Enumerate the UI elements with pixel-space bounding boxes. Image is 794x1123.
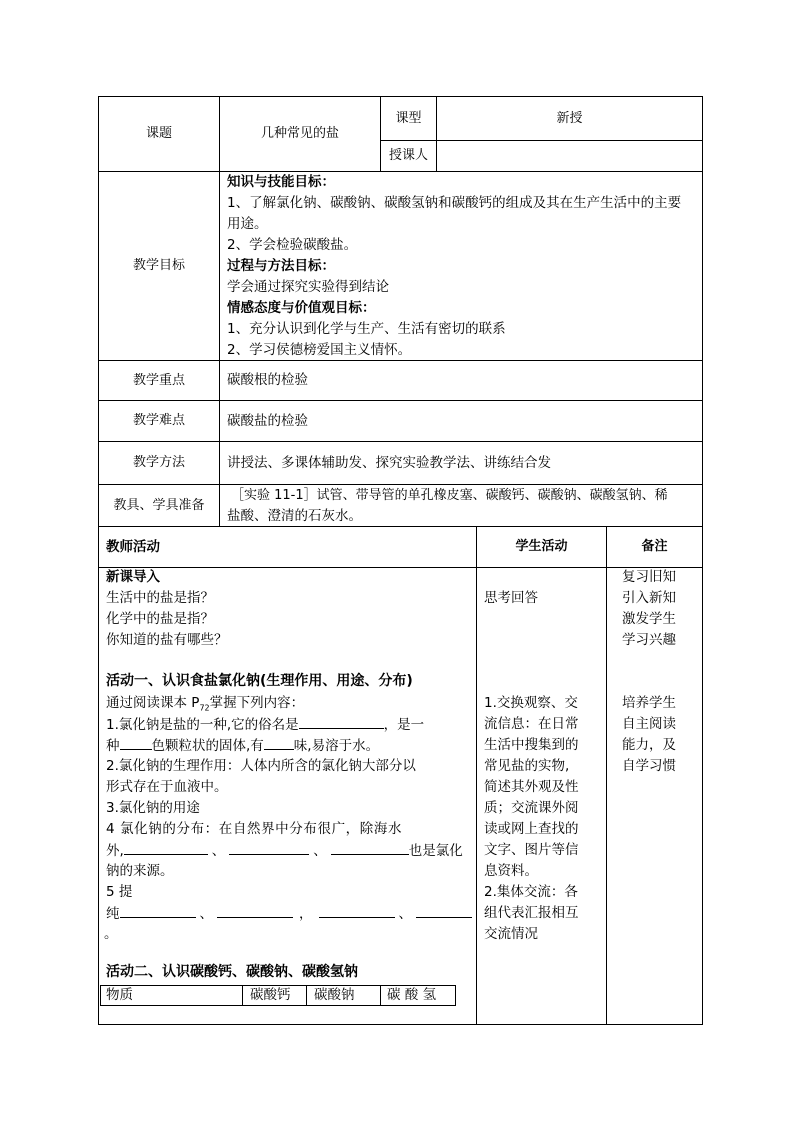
activity-1-title: 活动一、认识食盐氯化钠(生理作用、用途、分布): [106, 673, 413, 689]
student-line: 息资料。: [484, 863, 538, 879]
student-line: 质；交流课外阅: [484, 800, 579, 816]
answer-blank[interactable]: [120, 735, 152, 750]
student-line: 1.交换观察、交: [484, 695, 578, 711]
activity-1-reading: 通过阅读课本 $P_{72}$掌握下列内容：: [106, 695, 305, 713]
knowledge-item-1: 1、了解氯化钠、碳酸钠、碳酸氢钠和碳酸钙的组成及其在生产生活中的主要: [227, 195, 682, 211]
activity-1-q3: 3.氯化钠的用途: [106, 800, 200, 816]
student-line: 常见盐的实物,: [484, 758, 570, 774]
student-line: 流信息：在日常: [484, 716, 579, 732]
answer-blank[interactable]: [331, 840, 409, 855]
activity-1-q5: 5 提: [106, 884, 133, 900]
substance-header-calcium-carbonate: 碳酸钙: [250, 987, 291, 1003]
student-line: 文字、图片等信: [484, 842, 579, 858]
activity-1-q1-cont: 种 色颗粒状的固体,有 味,易溶于水。: [106, 735, 379, 757]
student-line: 简述其外观及性: [484, 779, 579, 795]
method-label: 教学方法: [132, 455, 185, 471]
teacher-activity-header: 教师活动: [106, 539, 160, 555]
note-line: 自学习惯: [622, 758, 676, 774]
substance-header-sodium-carbonate: 碳酸钠: [314, 987, 355, 1003]
note-line: 自主阅读: [622, 716, 676, 732]
student-line: 交流情况: [484, 926, 538, 942]
answer-blank[interactable]: [416, 903, 472, 918]
activity-1-q4-end: 钠的来源。: [106, 863, 174, 879]
difficulty-value: 碳酸盐的检验: [227, 413, 308, 429]
answer-blank[interactable]: [299, 714, 384, 729]
student-line: 组代表汇报相互: [484, 905, 579, 921]
answer-blank[interactable]: [124, 840, 208, 855]
intro-question-1: 生活中的盐是指？: [106, 590, 214, 606]
answer-blank[interactable]: [217, 903, 293, 918]
substance-header-sodium-bicarbonate: 碳 酸 氢: [387, 987, 437, 1003]
note-line: 能力，及: [622, 737, 676, 753]
emotion-item-1: 1、充分认识到化学与生产、生活有密切的联系: [227, 321, 506, 337]
tools-line-1: ［实验 11-1］试管、带导管的单孔橡皮塞、碳酸钙、碳酸钠、碳酸氢钠、稀: [231, 488, 668, 503]
tools-line-2: 盐酸、澄清的石灰水。: [227, 508, 362, 524]
knowledge-item-1-cont: 用途。: [227, 216, 268, 232]
topic-value: 几种常见的盐: [260, 126, 339, 142]
method-value: 讲授法、多课体辅助发、探究实验教学法、讲练结合发: [227, 455, 551, 471]
activity-1-q1: 1.氯化钠是盐的一种,它的俗名是 ，是一: [106, 714, 424, 736]
difficulty-label: 教学难点: [132, 413, 185, 429]
lesson-type-value: 新授: [556, 110, 583, 126]
knowledge-item-2: 2、学会检验碳酸盐。: [227, 237, 358, 253]
student-line: 读或网上查找的: [484, 821, 579, 837]
activity-1-q4-cont: 外, 、 、 也是氯化: [106, 840, 463, 862]
note-line: 培养学生: [622, 695, 676, 711]
teacher-value: [437, 141, 702, 171]
note-line: 激发学生: [622, 611, 676, 627]
process-item-1: 学会通过探究实验得到结论: [227, 279, 389, 295]
activity-1-q5-end: 。: [104, 926, 118, 942]
teacher-label: 授课人: [388, 148, 428, 164]
activity-1-q2: 2.氯化钠的生理作用：人体内所含的氯化钠大部分以: [106, 758, 416, 774]
answer-blank[interactable]: [264, 735, 294, 750]
objectives-label: 教学目标: [132, 258, 185, 274]
intro-title: 新课导入: [106, 569, 160, 585]
substance-header-name: 物质: [106, 987, 133, 1003]
answer-blank[interactable]: [319, 903, 395, 918]
tools-label: 教具、学具准备: [113, 497, 205, 513]
emotion-item-2: 2、学习侯德榜爱国主义情怀。: [227, 342, 412, 358]
activity-1-q4: 4 氯化钠的分布：在自然界中分布很广，除海水: [106, 821, 403, 837]
student-activity-1: 思考回答: [484, 590, 538, 606]
answer-blank[interactable]: [120, 903, 196, 918]
intro-question-3: 你知道的盐有哪些？: [106, 632, 228, 648]
key-point-label: 教学重点: [132, 372, 185, 388]
activity-2-title: 活动二、认识碳酸钙、碳酸钠、碳酸氢钠: [106, 964, 358, 980]
note-line: 引入新知: [622, 590, 676, 606]
note-line: 复习旧知: [622, 569, 676, 585]
note-header: 备注: [641, 539, 668, 555]
process-title: 过程与方法目标：: [227, 258, 335, 274]
note-line: 学习兴趣: [622, 632, 676, 648]
student-activity-header: 学生活动: [515, 539, 568, 555]
emotion-title: 情感态度与价值观目标：: [227, 300, 376, 316]
lesson-type-label: 课型: [395, 110, 422, 126]
knowledge-title: 知识与技能目标：: [227, 174, 335, 190]
student-line: 2.集体交流：各: [484, 884, 578, 900]
activity-1-q5-cont: 纯 、 ， 、: [106, 903, 472, 925]
topic-label: 课题: [145, 126, 172, 142]
student-line: 生活中搜集到的: [484, 737, 579, 753]
key-point-value: 碳酸根的检验: [227, 372, 308, 388]
answer-blank[interactable]: [229, 840, 309, 855]
activity-1-q2-cont: 形式存在于血液中。: [106, 779, 228, 795]
intro-question-2: 化学中的盐是指？: [106, 611, 214, 627]
